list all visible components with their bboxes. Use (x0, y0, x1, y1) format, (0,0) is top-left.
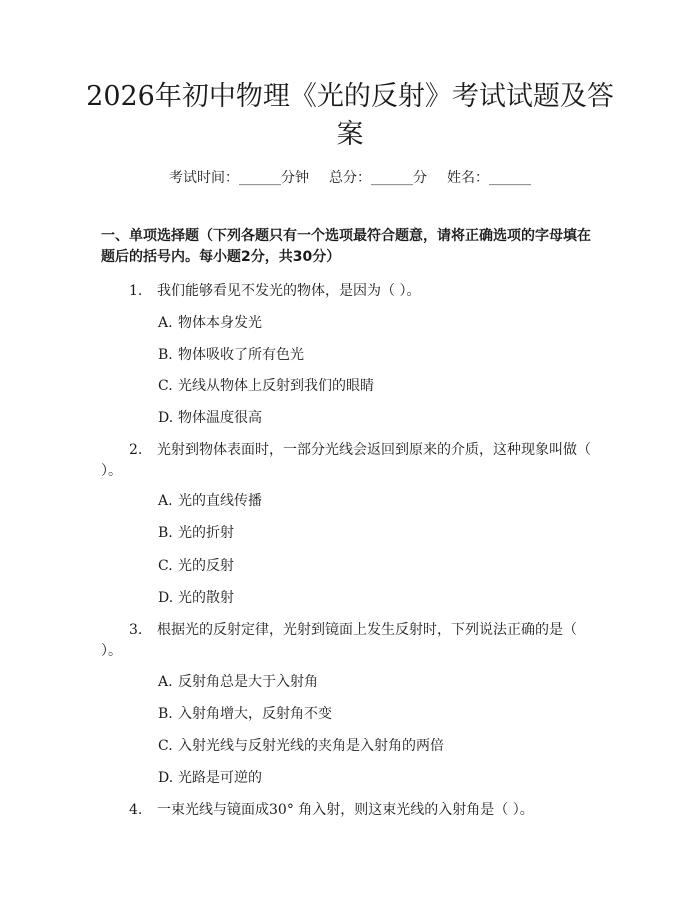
question-number: 4. (129, 802, 143, 818)
question-1-option-b (158, 345, 304, 365)
question-2-option-c (158, 556, 234, 576)
question-text: 一束光线与镜面成30° 角入射，则这束光线的入射角是（ ）。 (157, 802, 534, 818)
question-2 (101, 440, 591, 482)
option-letter: C. (158, 378, 173, 394)
exam-info-line (0, 168, 700, 188)
option-text: 入射光线与反射光线的夹角是入射角的两倍 (178, 738, 444, 754)
question-2-option-b (158, 523, 234, 543)
question-number: 1. (129, 283, 143, 299)
question-number: 2. (129, 442, 143, 458)
option-letter: D. (158, 590, 174, 606)
option-letter: A. (158, 493, 173, 509)
option-text: 光线从物体上反射到我们的眼睛 (178, 378, 374, 394)
option-text: 光的反射 (178, 558, 234, 574)
option-letter: A. (158, 315, 173, 331)
option-letter: B. (158, 347, 173, 363)
exam-time-field: 考试时间：______分钟 (169, 170, 309, 186)
option-text: 光路是可逆的 (178, 770, 262, 786)
option-letter: D. (158, 770, 174, 786)
question-4 (101, 800, 591, 821)
option-letter: C. (158, 558, 173, 574)
question-1-option-a (158, 313, 262, 333)
question-1-option-c (158, 376, 374, 396)
document-title: 2026年初中物理《光的反射》考试试题及答案 (86, 81, 614, 150)
option-letter: B. (158, 706, 173, 722)
question-2-option-a (158, 491, 262, 511)
option-text: 物体吸收了所有色光 (178, 347, 304, 363)
question-1 (101, 281, 591, 302)
option-text: 物体温度很高 (178, 410, 262, 426)
question-3-option-a (158, 672, 318, 692)
question-text: 根据光的反射定律，光射到镜面上发生反射时，下列说法正确的是（ ）。 (101, 622, 577, 659)
question-text: 我们能够看见不发光的物体，是因为（ ）。 (157, 283, 421, 299)
option-text: 物体本身发光 (178, 315, 262, 331)
question-3 (101, 620, 591, 662)
question-number: 3. (129, 622, 143, 638)
option-letter: C. (158, 738, 173, 754)
option-text: 光的散射 (178, 590, 234, 606)
option-text: 入射角增大，反射角不变 (178, 706, 332, 722)
question-text: 光射到物体表面时，一部分光线会返回到原来的介质，这种现象叫做（ ）。 (101, 442, 591, 479)
option-text: 光的直线传播 (178, 493, 262, 509)
option-letter: D. (158, 410, 174, 426)
question-3-option-c (158, 736, 444, 756)
question-2-option-d (158, 588, 234, 608)
question-1-option-d (158, 408, 262, 428)
option-letter: B. (158, 525, 173, 541)
question-3-option-b (158, 704, 332, 724)
total-score-field: 总分：______分 (329, 170, 427, 186)
option-text: 反射角总是大于入射角 (178, 674, 318, 690)
option-text: 光的折射 (178, 525, 234, 541)
section-heading: 一、单项选择题（下列各题只有一个选项最符合题意，请将正确选项的字母填在题后的括号内。每小题2分，共30分） (101, 228, 591, 265)
option-letter: A. (158, 674, 173, 690)
student-name-field: 姓名：______ (447, 170, 531, 186)
question-3-option-d (158, 768, 262, 788)
